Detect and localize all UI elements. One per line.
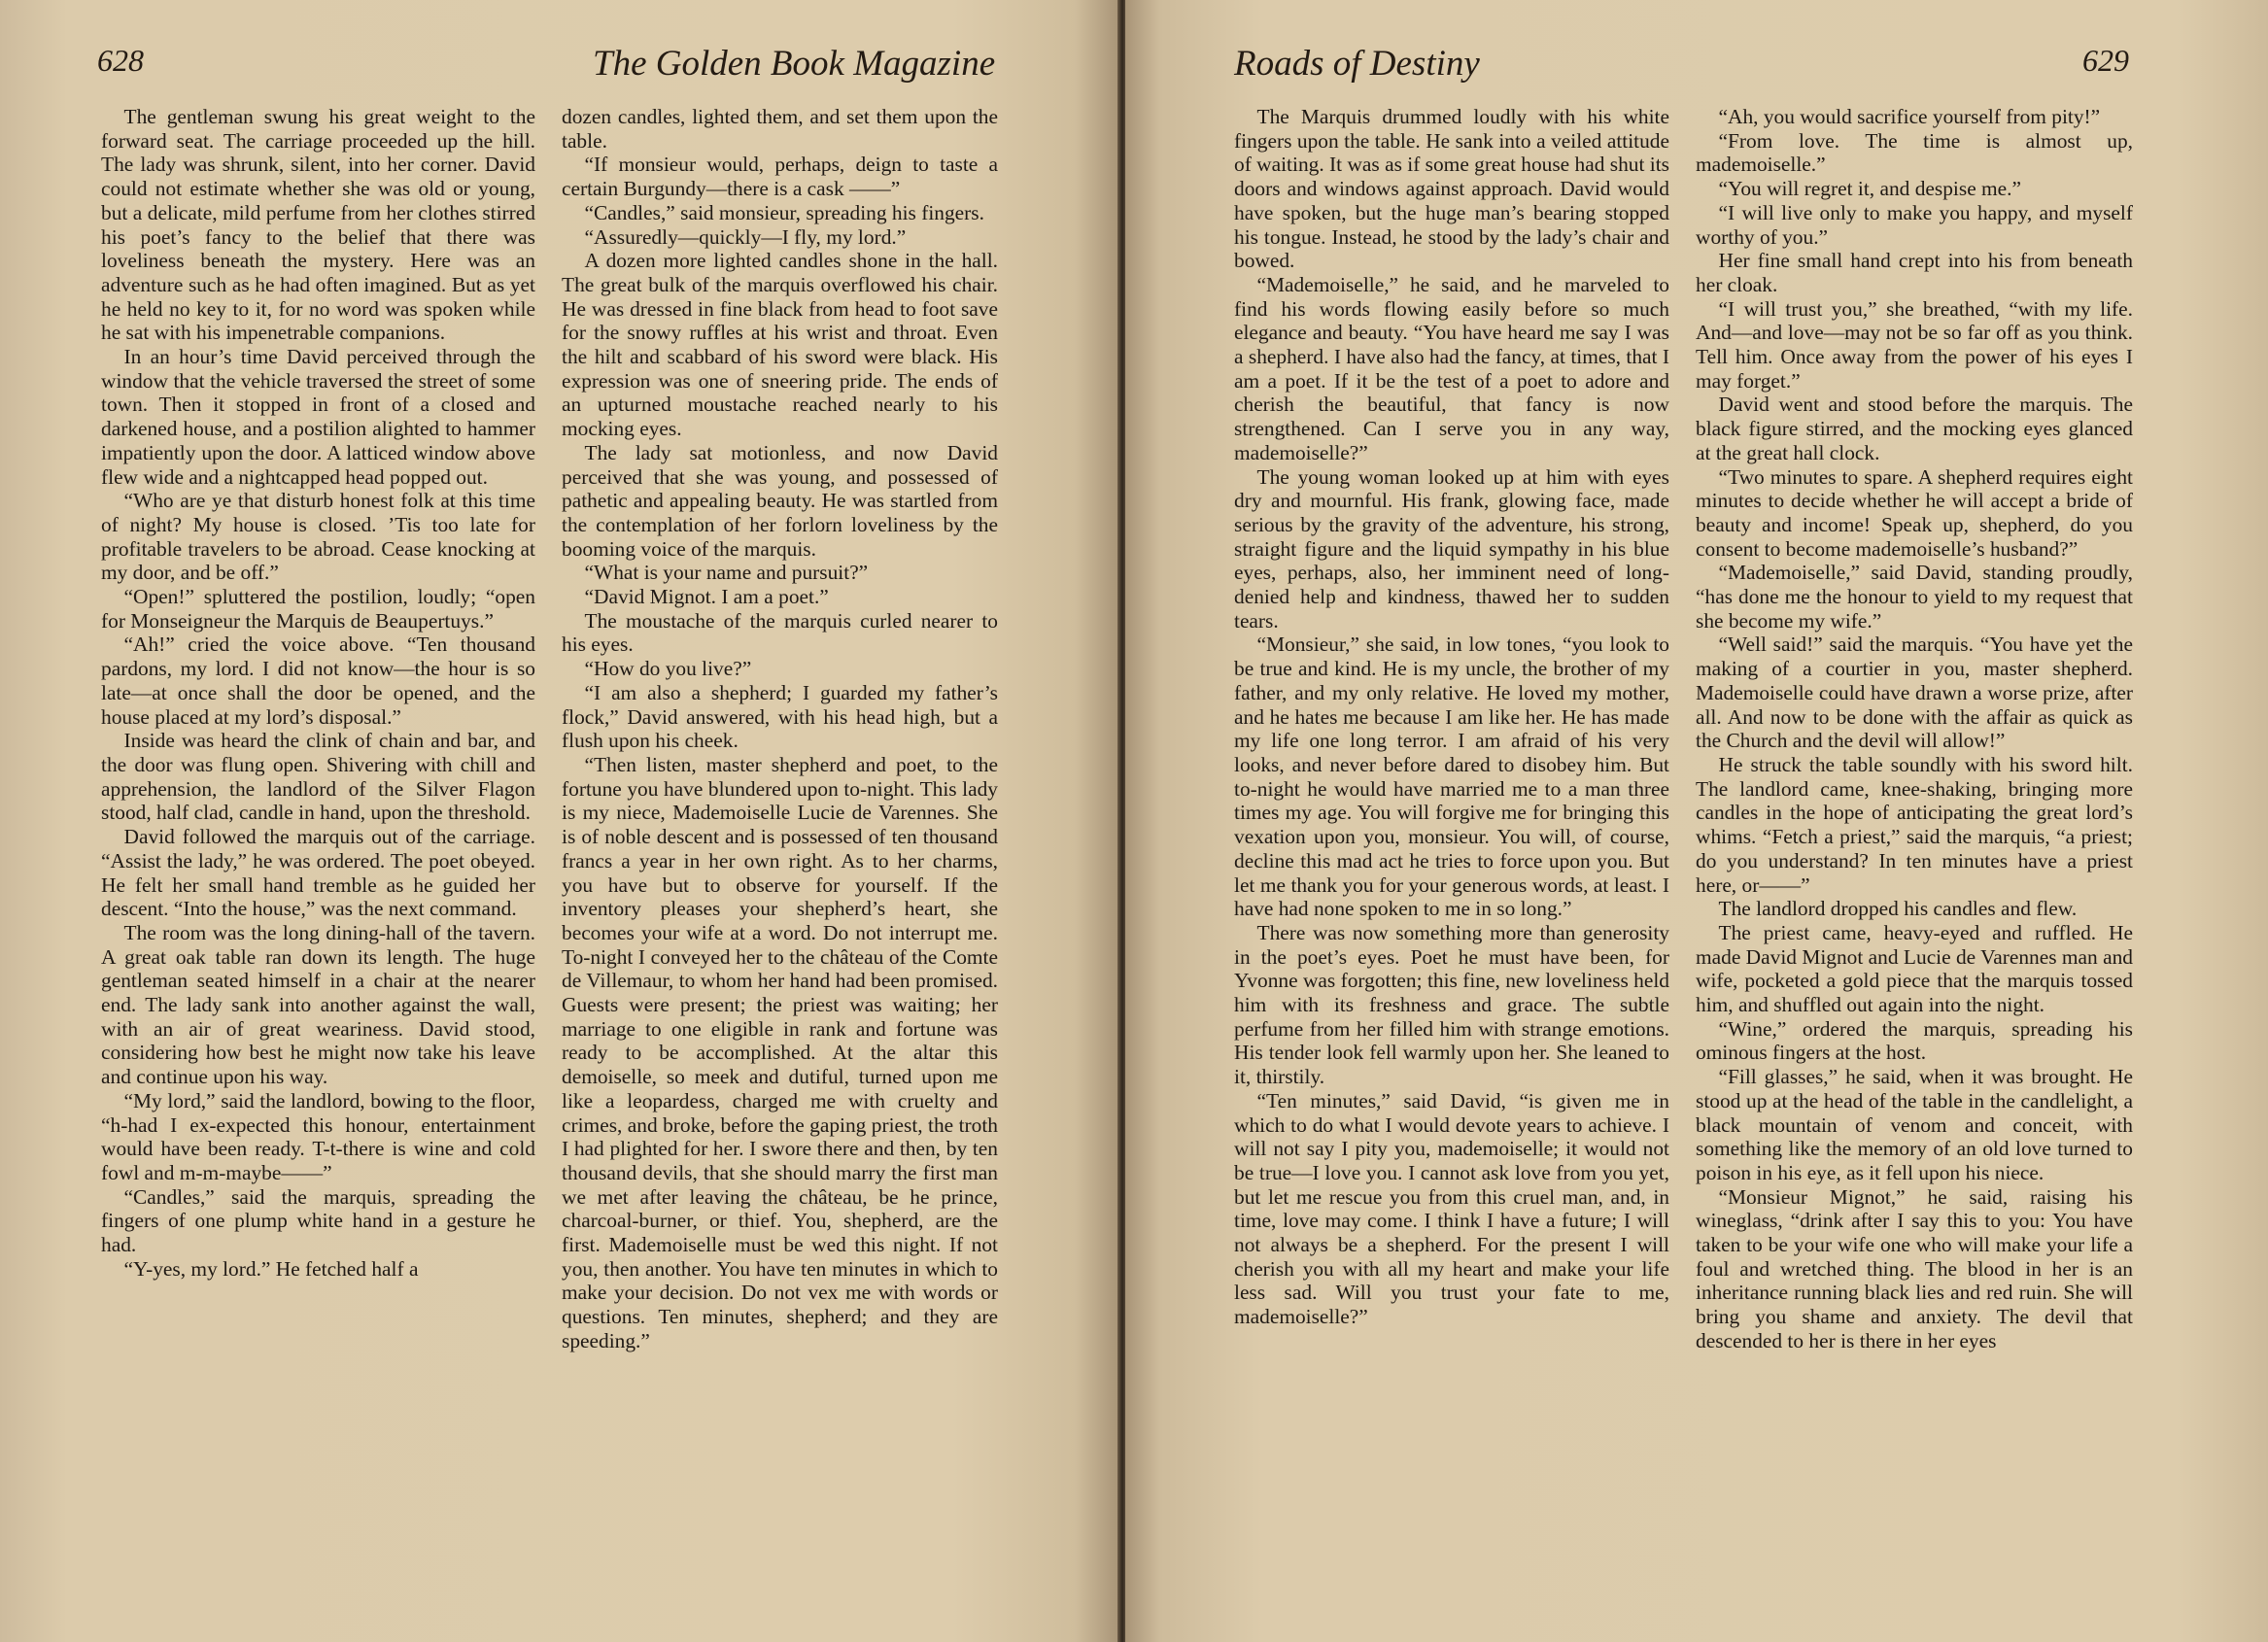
paragraph: A dozen more lighted candles shone in the hall. The great bulk of the marquis overflowed his chair. He was dressed in fine black from head to foot save for the snowy ruffles at his wrist and throat. Even the hilt and scabbard of his sword were black. His expression was one of sneering pride. The ends of an upturned moustache reached nearly to his mocking eyes.	[562, 249, 998, 441]
paragraph: “If monsieur would, perhaps, deign to taste a certain Burgundy—there is a cask ——”	[562, 153, 998, 201]
right-column-2	[1696, 105, 2133, 1353]
left-folio: 628	[97, 43, 144, 78]
paragraph: “You will regret it, and despise me.”	[1718, 177, 2022, 201]
paragraph: “Mademoiselle,” said David, standing proudly, “has done me the honour to yield to my request that she become my wife.”	[1696, 561, 2133, 633]
left-running-head: The Golden Book Magazine	[593, 44, 996, 84]
left-page	[0, 0, 1119, 1642]
paragraph: “Well said!” said the marquis. “You have yet the making of a courtier in you, master shepherd. Mademoiselle could have drawn a worse prize, after all. And now to be done with the affair as quick as the Church and the devil will allow!”	[1696, 633, 2133, 753]
paragraph: In an hour’s time David perceived through the window that the vehicle traversed the street of some town. Then it stopped in front of a closed and darkened house, and a postilion alighted to hammer impatiently upon the door. A latticed window above flew wide and a nightcapped head popped out.	[101, 345, 535, 489]
right-running-head: Roads of Destiny	[1234, 44, 1480, 84]
paragraph: “David Mignot. I am a poet.”	[584, 585, 829, 609]
paragraph: “Y-yes, my lord.” He fetched half a	[123, 1256, 419, 1281]
paragraph: “Candles,” said the marquis, spreading the fingers of one plump white hand in a gesture he had.	[101, 1184, 535, 1257]
paragraph: “Wine,” ordered the marquis, spreading his ominous fingers at the host.	[1696, 1016, 2133, 1065]
paragraph: “Fill glasses,” he said, when it was brought. He stood up at the head of the table in the candlelight, a black mountain of venom and conceit, with something like the memory of an old love turned to poison in his eye, as it fell upon his niece.	[1696, 1065, 2133, 1184]
paragraph: The young woman looked up at him with eyes dry and mournful. His frank, glowing face, made serious by the gravity of the adventure, his strong, straight figure and the liquid sympathy in his blue eyes, perhaps, also, her imminent need of long-denied help and kindness, thawed her to sudden tears.	[1234, 464, 1669, 633]
paragraph: The priest came, heavy-eyed and ruffled. He made David Mignot and Lucie de Varennes man and wife, pocketed a gold piece that the marquis tossed him, and shuffled out again into the night.	[1696, 920, 2133, 1017]
paragraph: “Then listen, master shepherd and poet, to the fortune you have blundered upon to-night. This lady is my niece, Mademoiselle Lucie de Varennes. She is of noble descent and is possessed of ten thousand francs a year in her own right. As to her charms, you have but to observe for yourself. If the inventory pleases your shepherd’s heart, she becomes your wife at a word. Do not interrupt me. To-night I conveyed her to the château of the Comte de Villemaur, to whom her hand had been promised. Guests were present; the priest was waiting; her marriage to one eligible in rank and fortune was ready to be accomplished. At the altar this demoiselle, so meek and dutiful, turned upon me like a leopardess, charged me with cruelty and crimes, and broke, before the gaping priest, the troth I had plighted for her. I swore there and then, by ten thousand devils, that she should marry the first man we met after leaving the château, be he prince, charcoal-burner, or thief. You, shepherd, are the first. Mademoiselle must be wed this night. If not you, then another. You have ten minutes in which to make your decision. Do not vex me with words or questions. Ten minutes, shepherd; and they are speeding.”	[562, 752, 998, 1352]
paragraph: Inside was heard the clink of chain and bar, and the door was flung open. Shivering with chill and apprehension, the landlord of the Silver Flagon stood, half clad, candle in hand, upon the threshold.	[101, 729, 535, 825]
left-column-1	[101, 105, 535, 1281]
paragraph: “Monsieur Mignot,” he said, raising his wineglass, “drink after I say this to you: You have taken to be your wife one who will make your life a foul and wretched thing. The blood in her is an inheritance running black lies and red ruin. She will bring you shame and anxiety. The devil that descended to her is there in her eyes	[1696, 1184, 2133, 1352]
paragraph: “Who are ye that disturb honest folk at this time of night? My house is closed. ’Tis too late for profitable travelers to be abroad. Cease knocking at my door, and be off.”	[101, 489, 535, 585]
right-page	[1125, 0, 2268, 1642]
paragraph: “I will trust you,” she breathed, “with my life. And—and love—may not be so far off as you think. Tell him. Once away from the power of his eyes I may forget.”	[1696, 296, 2133, 393]
paragraph: “Monsieur,” she said, in low tones, “you look to be true and kind. He is my uncle, the brother of my father, and my only relative. He loved my mother, and he hates me because I am like her. He has made my life one long terror. I am afraid of his very looks, and never before dared to disobey him. But to-night he would have married me to a man three times my age. You will forgive me for bringing this vexation upon you, monsieur. You will, of course, decline this mad act he tries to force upon you. But let me thank you for your generous words, at least. I have had none spoken to me in so long.”	[1234, 633, 1669, 921]
paragraph: “Open!” spluttered the postilion, loudly; “open for Monseigneur the Marquis de Beaupertuys.”	[101, 585, 535, 633]
paragraph: “What is your name and pursuit?”	[584, 561, 869, 585]
paragraph: dozen candles, lighted them, and set them upon the table.	[562, 105, 998, 153]
paragraph: “Ah!” cried the voice above. “Ten thousand pardons, my lord. I did not know—the hour is so late—at once shall the door be opened, and the house placed at my lord’s disposal.”	[101, 633, 535, 729]
paragraph: “Mademoiselle,” he said, and he marveled to find his words flowing easily before so much elegance and beauty. “You have heard me say I was a shepherd. I have also had the fancy, at times, that I am a poet. If it be the test of a poet to adore and cherish the beautiful, that fancy is now strengthened. Can I serve you in any way, mademoiselle?”	[1234, 272, 1669, 464]
paragraph: “I am also a shepherd; I guarded my father’s flock,” David answered, with his head high, but a flush upon his cheek.	[562, 680, 998, 753]
paragraph: The room was the long dining-hall of the tavern. A great oak table ran down its length. The huge gentleman seated himself in a chair at the nearer end. The lady sank into another against the wall, with an air of great weariness. David stood, considering how best he might now take his leave and continue upon his way.	[101, 920, 535, 1089]
right-column-1	[1234, 105, 1669, 1329]
paragraph: The landlord dropped his candles and flew.	[1718, 897, 2078, 921]
paragraph: “Assuredly—quickly—I fly, my lord.”	[584, 224, 907, 249]
paragraph: “How do you live?”	[584, 657, 752, 681]
paragraph: He struck the table soundly with his sword hilt. The landlord came, knee-shaking, bringing more candles in the hope of anticipating the great lord’s whims. “Fetch a priest,” said the marquis, “a priest; do you understand? In ten minutes have a priest here, or——”	[1696, 752, 2133, 897]
paragraph: Her fine small hand crept into his from beneath her cloak.	[1696, 249, 2133, 296]
paragraph: David went and stood before the marquis. The black figure stirred, and the mocking eyes glanced at the great hall clock.	[1696, 393, 2133, 464]
paragraph: The Marquis drummed loudly with his white fingers upon the table. He sank into a veiled attitude of waiting. It was as if some great house had shut its doors and windows against approach. David would have spoken, but the huge man’s bearing stopped his tongue. Instead, he stood by the lady’s chair and bowed.	[1234, 105, 1669, 273]
left-column-2	[562, 105, 998, 1353]
paragraph: “My lord,” said the landlord, bowing to the floor, “h-had I ex-expected this honour, entertainment would have been ready. T-t-there is wine and cold fowl and m-m-maybe——”	[101, 1088, 535, 1184]
right-folio: 629	[2082, 43, 2129, 78]
paragraph: “I will live only to make you happy, and myself worthy of you.”	[1696, 200, 2133, 249]
paragraph: “Ten minutes,” said David, “is given me in which to do what I would devote years to achieve. I will not say I pity you, mademoiselle; it would not be true—I love you. I cannot ask love from you yet, but let me rescue you from this cruel man, and, in time, love may come. I think I have a future; I will not always be a shepherd. For the present I will cherish you with all my heart and make your life less sad. Will you trust your fate to me, mademoiselle?”	[1234, 1088, 1669, 1329]
paragraph: David followed the marquis out of the carriage. “Assist the lady,” he was ordered. The poet obeyed. He felt her small hand tremble as he guided her descent. “Into the house,” was the next command.	[101, 825, 535, 921]
paragraph: The lady sat motionless, and now David perceived that she was young, and possessed of pathetic and appealing beauty. He was startled from the contemplation of her forlorn loveliness by the booming voice of the marquis.	[562, 440, 998, 561]
paragraph: “From love. The time is almost up, mademoiselle.”	[1696, 128, 2133, 177]
paragraph: “Ah, you would sacrifice yourself from pity!”	[1718, 105, 2101, 128]
paragraph: The moustache of the marquis curled nearer to his eyes.	[562, 608, 998, 657]
paragraph: “Candles,” said monsieur, spreading his fingers.	[584, 200, 984, 224]
paragraph: There was now something more than generosity in the poet’s eyes. Poet he must have been, for Yvonne was forgotten; this fine, new loveliness held him with its freshness and grace. The subtle perfume from her filled him with strange emotions. His tender look fell warmly upon her. She leaned to it, thirstily.	[1234, 920, 1669, 1089]
paragraph: “Two minutes to spare. A shepherd requires eight minutes to decide whether he will accept a bride of beauty and income! Speak up, shepherd, do you consent to become mademoiselle’s husband?”	[1696, 464, 2133, 561]
paragraph: The gentleman swung his great weight to the forward seat. The carriage proceeded up the hill. The lady was shrunk, silent, into her corner. David could not estimate whether she was old or young, but a delicate, mild perfume from her clothes stirred his poet’s fancy to the belief that there was loveliness beneath the mystery. Here was an adventure such as he had often imagined. But as yet he held no key to it, for no word was spoken while he sat with his impenetrable companions.	[101, 105, 535, 345]
